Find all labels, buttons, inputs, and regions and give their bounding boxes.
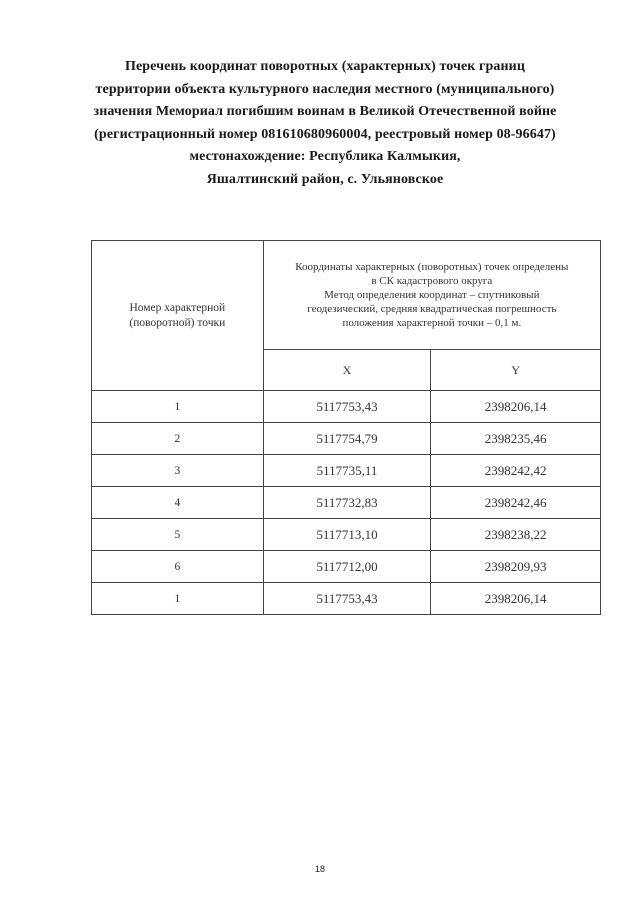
page-number: 18 xyxy=(314,864,325,874)
x-coordinate-cell: 5117753,43 xyxy=(263,391,431,423)
document-title xyxy=(60,56,590,191)
method-line: Метод определения координат – спутниковый xyxy=(324,289,540,301)
x-coordinate-cell: 5117754,79 xyxy=(263,423,431,455)
table-row xyxy=(92,551,601,583)
method-line: положения характерной точки – 0,1 м. xyxy=(342,317,522,329)
y-coordinate-cell: 2398209,93 xyxy=(431,551,601,583)
table-row xyxy=(92,487,601,519)
method-line: в СК кадастрового округа xyxy=(371,275,493,287)
x-coordinate-cell: 5117732,83 xyxy=(263,487,431,519)
point-number-cell: 2 xyxy=(92,423,264,455)
y-coordinate-cell: 2398206,14 xyxy=(431,391,601,423)
x-column-header: X xyxy=(263,350,431,391)
point-number-cell: 4 xyxy=(92,487,264,519)
y-coordinate-cell: 2398206,14 xyxy=(431,583,601,615)
y-column-header: Y xyxy=(431,350,601,391)
title-line: местонахождение: Республика Калмыкия, xyxy=(189,149,461,164)
point-number-cell: 1 xyxy=(92,583,264,615)
point-number-header xyxy=(92,241,264,391)
x-coordinate-cell: 5117753,43 xyxy=(263,583,431,615)
table-row xyxy=(92,583,601,615)
table-row xyxy=(92,519,601,551)
point-number-cell: 5 xyxy=(92,519,264,551)
x-coordinate-cell: 5117713,10 xyxy=(263,519,431,551)
title-line: Перечень координат поворотных (характерных) точек границ xyxy=(124,59,526,74)
point-number-cell: 3 xyxy=(92,455,264,487)
x-coordinate-cell: 5117735,11 xyxy=(263,455,431,487)
header-line: (поворотной) точки xyxy=(129,316,226,329)
title-line: Яшалтинский район, с. Ульяновское xyxy=(206,171,444,187)
y-coordinate-cell: 2398235,46 xyxy=(431,423,601,455)
point-number-cell: 1 xyxy=(92,391,264,423)
y-coordinate-cell: 2398238,22 xyxy=(431,519,601,551)
coordinates-method-header xyxy=(263,241,600,350)
title-line: территории объекта культурного наследия местного (муниципального) xyxy=(95,81,555,97)
y-coordinate-cell: 2398242,46 xyxy=(431,487,601,519)
title-line: значения Мемориал погибшим воинам в Великой Отечественной войне xyxy=(93,104,557,119)
point-number-cell: 6 xyxy=(92,551,264,583)
table-row xyxy=(92,455,601,487)
method-line: Координаты характерных (поворотных) точек определены xyxy=(295,261,569,273)
method-line: геодезический, средняя квадратическая погрешность xyxy=(307,303,557,315)
table-body xyxy=(92,391,601,615)
table-row xyxy=(92,391,601,423)
table-row xyxy=(92,423,601,455)
coordinates-table xyxy=(91,240,601,615)
title-line: (регистрационный номер 081610680960004, реестровый номер 08-96647) xyxy=(94,126,556,142)
header-line: Номер характерной xyxy=(129,301,226,314)
x-coordinate-cell: 5117712,00 xyxy=(263,551,431,583)
y-coordinate-cell: 2398242,42 xyxy=(431,455,601,487)
